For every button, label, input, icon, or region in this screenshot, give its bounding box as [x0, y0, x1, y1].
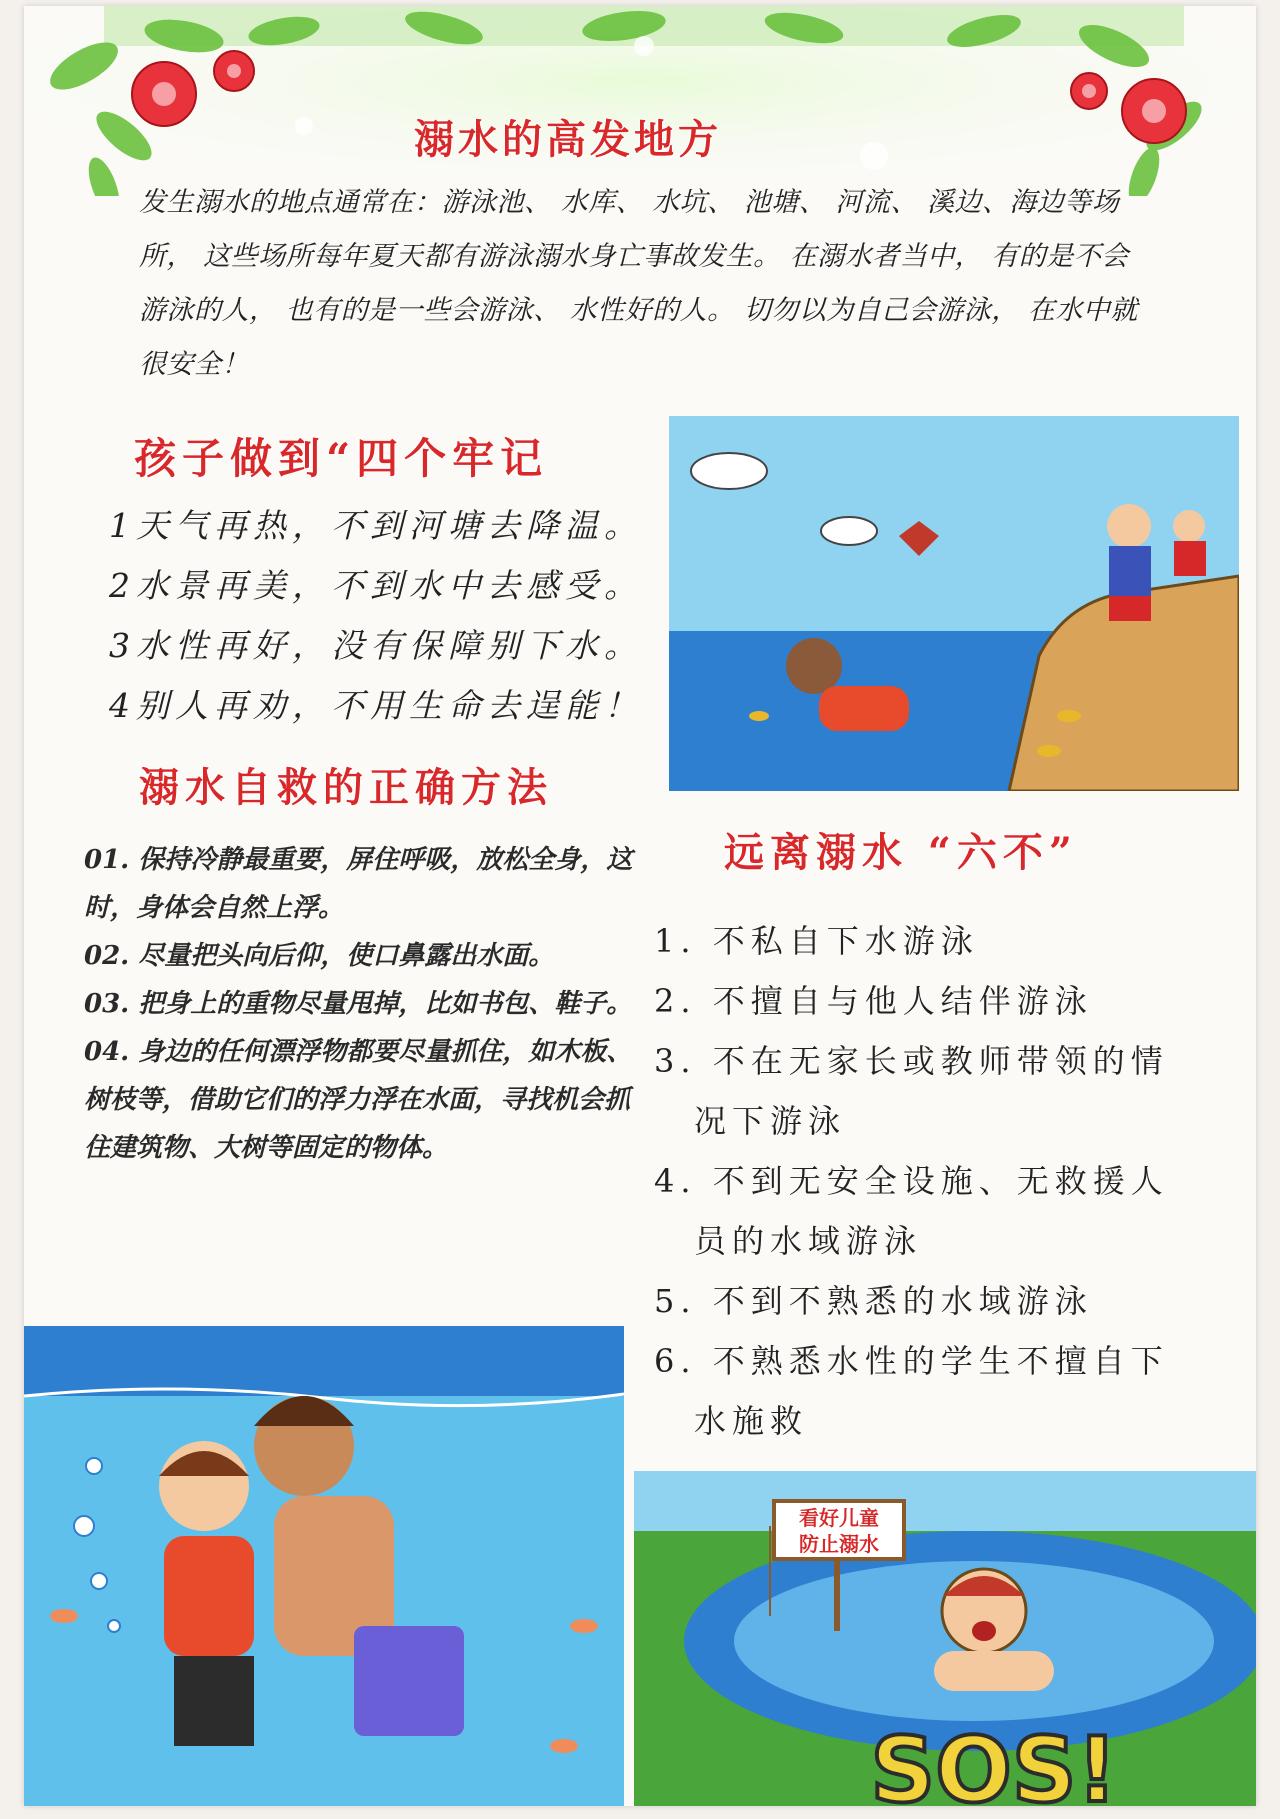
high-risk-places-title: 溺水的高发地方 — [414, 116, 722, 163]
sos-text: SOS! — [870, 1718, 1118, 1806]
high-risk-places-text: 发生溺水的地点通常在：游泳池、 水库、 水坑、 池塘、 河流、 溪边、海边等场所， 这些场所每年夏天都有游泳溺水身亡事故发生。 在溺水者当中， 有的是不会游泳的人， 也有的是一些会游泳、 水性好的人。 切勿以为自己会游泳， 在水中就很安全！ — [139, 187, 1138, 380]
list-item: 3水性再好，没有保障别下水。 — [109, 626, 643, 665]
underwater-rescue-illustration — [24, 1326, 624, 1806]
warning-sign-line2: 防止溺水 — [799, 1532, 879, 1556]
warning-sign-line1: 看好儿童 — [799, 1506, 879, 1530]
list-item: 3. 不在无家长或教师带领的情况下游泳 — [654, 1042, 1169, 1140]
list-item: 01. 保持冷静最重要，屏住呼吸，放松全身，这时，身体会自然上浮。 — [84, 845, 633, 923]
list-item: 02. 尽量把头向后仰，使口鼻露出水面。 — [84, 941, 555, 971]
list-item: 03. 把身上的重物尽量甩掉，比如书包、鞋子。 — [84, 989, 633, 1019]
six-no-title: 远离溺水 “六不” — [724, 829, 1078, 876]
list-item: 2. 不擅自与他人结伴游泳 — [654, 982, 1093, 1020]
four-remember-title: 孩子做到“四个牢记 — [134, 434, 549, 483]
flower-garland-decoration — [24, 6, 1256, 196]
drowning-child-illustration — [669, 416, 1239, 791]
list-item: 1. 不私自下水游泳 — [654, 922, 979, 960]
self-rescue-list — [84, 836, 644, 1172]
list-item: 5. 不到不熟悉的水域游泳 — [654, 1282, 1093, 1320]
sos-drowning-illustration — [634, 1471, 1256, 1806]
list-item: 6. 不熟悉水性的学生不擅自下水施救 — [654, 1342, 1169, 1440]
list-item: 2水景再美，不到水中去感受。 — [109, 566, 643, 605]
four-remember-list — [109, 496, 669, 736]
poster-page — [24, 6, 1256, 1806]
self-rescue-title: 溺水自救的正确方法 — [139, 764, 553, 811]
six-no-list — [654, 911, 1174, 1451]
list-item: 4. 不到无安全设施、无救援人员的水域游泳 — [654, 1162, 1169, 1260]
list-item: 1天气再热，不到河塘去降温。 — [109, 506, 643, 545]
list-item: 4别人再劝，不用生命去逞能！ — [109, 686, 643, 725]
list-item: 04. 身边的任何漂浮物都要尽量抓住，如木板、树枝等，借助它们的浮力浮在水面，寻找机会抓住建筑物、大树等固定的物体。 — [84, 1037, 633, 1163]
